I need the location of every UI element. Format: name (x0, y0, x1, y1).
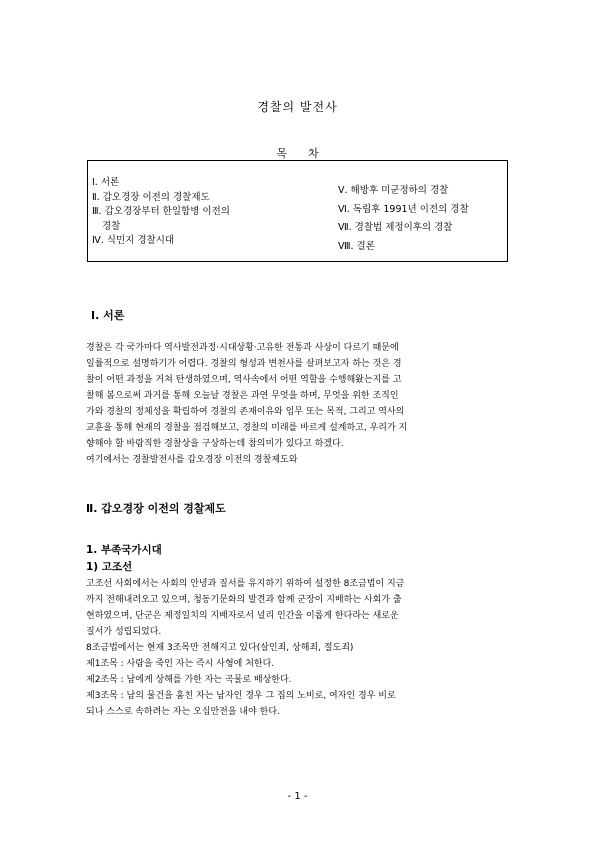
body-line: 질서가 성립되었다. (86, 627, 162, 637)
body-line: 제2조목 : 남에게 상해를 가한 자는 곡물로 배상한다. (86, 675, 292, 685)
body-line: 제3조목 : 남의 물건을 훔친 자는 남자인 경우 그 집의 노비로, 여자인 경우 비로 (86, 691, 396, 701)
body-line: 까지 전해내려오고 있으며, 청동기문화의 발견과 함께 군장이 지배하는 사회가 출 (86, 595, 402, 605)
body-line: 현하였으며, 단군은 제정일치의 지배자로서 널리 인간을 이롭게 한다라는 새로운 (86, 611, 399, 621)
toc-item: Ⅴ. 해방후 미군정하의 경찰 (338, 185, 449, 196)
toc-item: Ⅱ. 갑오경장 이전의 경찰제도 (92, 191, 210, 203)
section2-heading: Ⅱ. 갑오경장 이전의 경찰제도 (86, 502, 226, 515)
body-line: 가와 경찰의 정체성을 확립하여 경찰의 존재이유와 임무 또는 목적, 그리고 역사의 (86, 407, 405, 417)
document-title: 경찰의 발전사 (257, 100, 338, 114)
body-line: 찰이 어떤 과정을 거쳐 탄생하였으며, 역사속에서 어떤 역할을 수행해왔는지를 고 (86, 375, 402, 385)
body-line: 찰해 봄으로써 과거를 통해 오늘날 경찰은 과연 무엇을 하며, 무엇을 위한 조직인 (86, 391, 399, 401)
body-line: 여기에서는 경찰발전사를 갑오경장 이전의 경찰제도와 (86, 455, 298, 465)
body-line: 교훈을 통해 현재의 경찰을 점검해보고, 경찰의 미래를 바르게 설계하고, 우리가 지 (86, 423, 408, 433)
toc-item: Ⅲ. 갑오경장부터 한일합병 이전의 (92, 206, 230, 217)
toc-item: Ⅶ. 경찰법 제정이후의 경찰 (338, 222, 453, 233)
body-line: 향해야 할 바람직한 경찰상을 구상하는데 참의미가 있다고 하겠다. (86, 439, 344, 449)
body-line: 일률적으로 설명하기가 어렵다. 경찰의 형성과 변천사를 살펴보고자 하는 것은 경 (86, 359, 402, 369)
toc-item: Ⅳ. 식민지 경찰시대 (92, 235, 175, 246)
toc-left-column (92, 176, 302, 249)
toc-item: 경찰 (102, 220, 121, 232)
body-line: 되나 스스로 속하려는 자는 오십만전을 내야 한다. (86, 707, 280, 717)
toc-item: Ⅷ. 결론 (338, 240, 375, 252)
section1-body (86, 340, 510, 468)
page-number: - 1 - (287, 791, 308, 802)
subsection-heading: 1. 부족국가시대 (86, 544, 162, 556)
toc-heading (0, 145, 595, 161)
body-line: 경찰은 각 국가마다 역사발전과정·시대상황·고유한 전통과 사상이 다르기 때문에 (86, 343, 399, 353)
section1-heading: Ⅰ. 서론 (91, 309, 125, 322)
body-line: 제1조목 : 사람을 죽인 자는 즉시 사형에 처한다. (86, 659, 275, 669)
toc-heading-text: 목 차 (266, 147, 328, 160)
toc-right-column (338, 182, 508, 256)
toc-item: Ⅰ. 서론 (92, 177, 120, 188)
body-line: 8조금법에서는 현재 3조목만 전해지고 있다(살인죄, 상해죄, 절도죄) (86, 643, 354, 653)
subsection-heading: 1) 고조선 (86, 561, 133, 573)
toc-item: Ⅵ. 독립후 1991년 이전의 경찰 (338, 203, 469, 215)
body-line: 고조선 사회에서는 사회의 안녕과 질서를 유지하기 위하여 설정한 8조금법이 지금 (86, 579, 405, 589)
section2-body (86, 576, 510, 720)
